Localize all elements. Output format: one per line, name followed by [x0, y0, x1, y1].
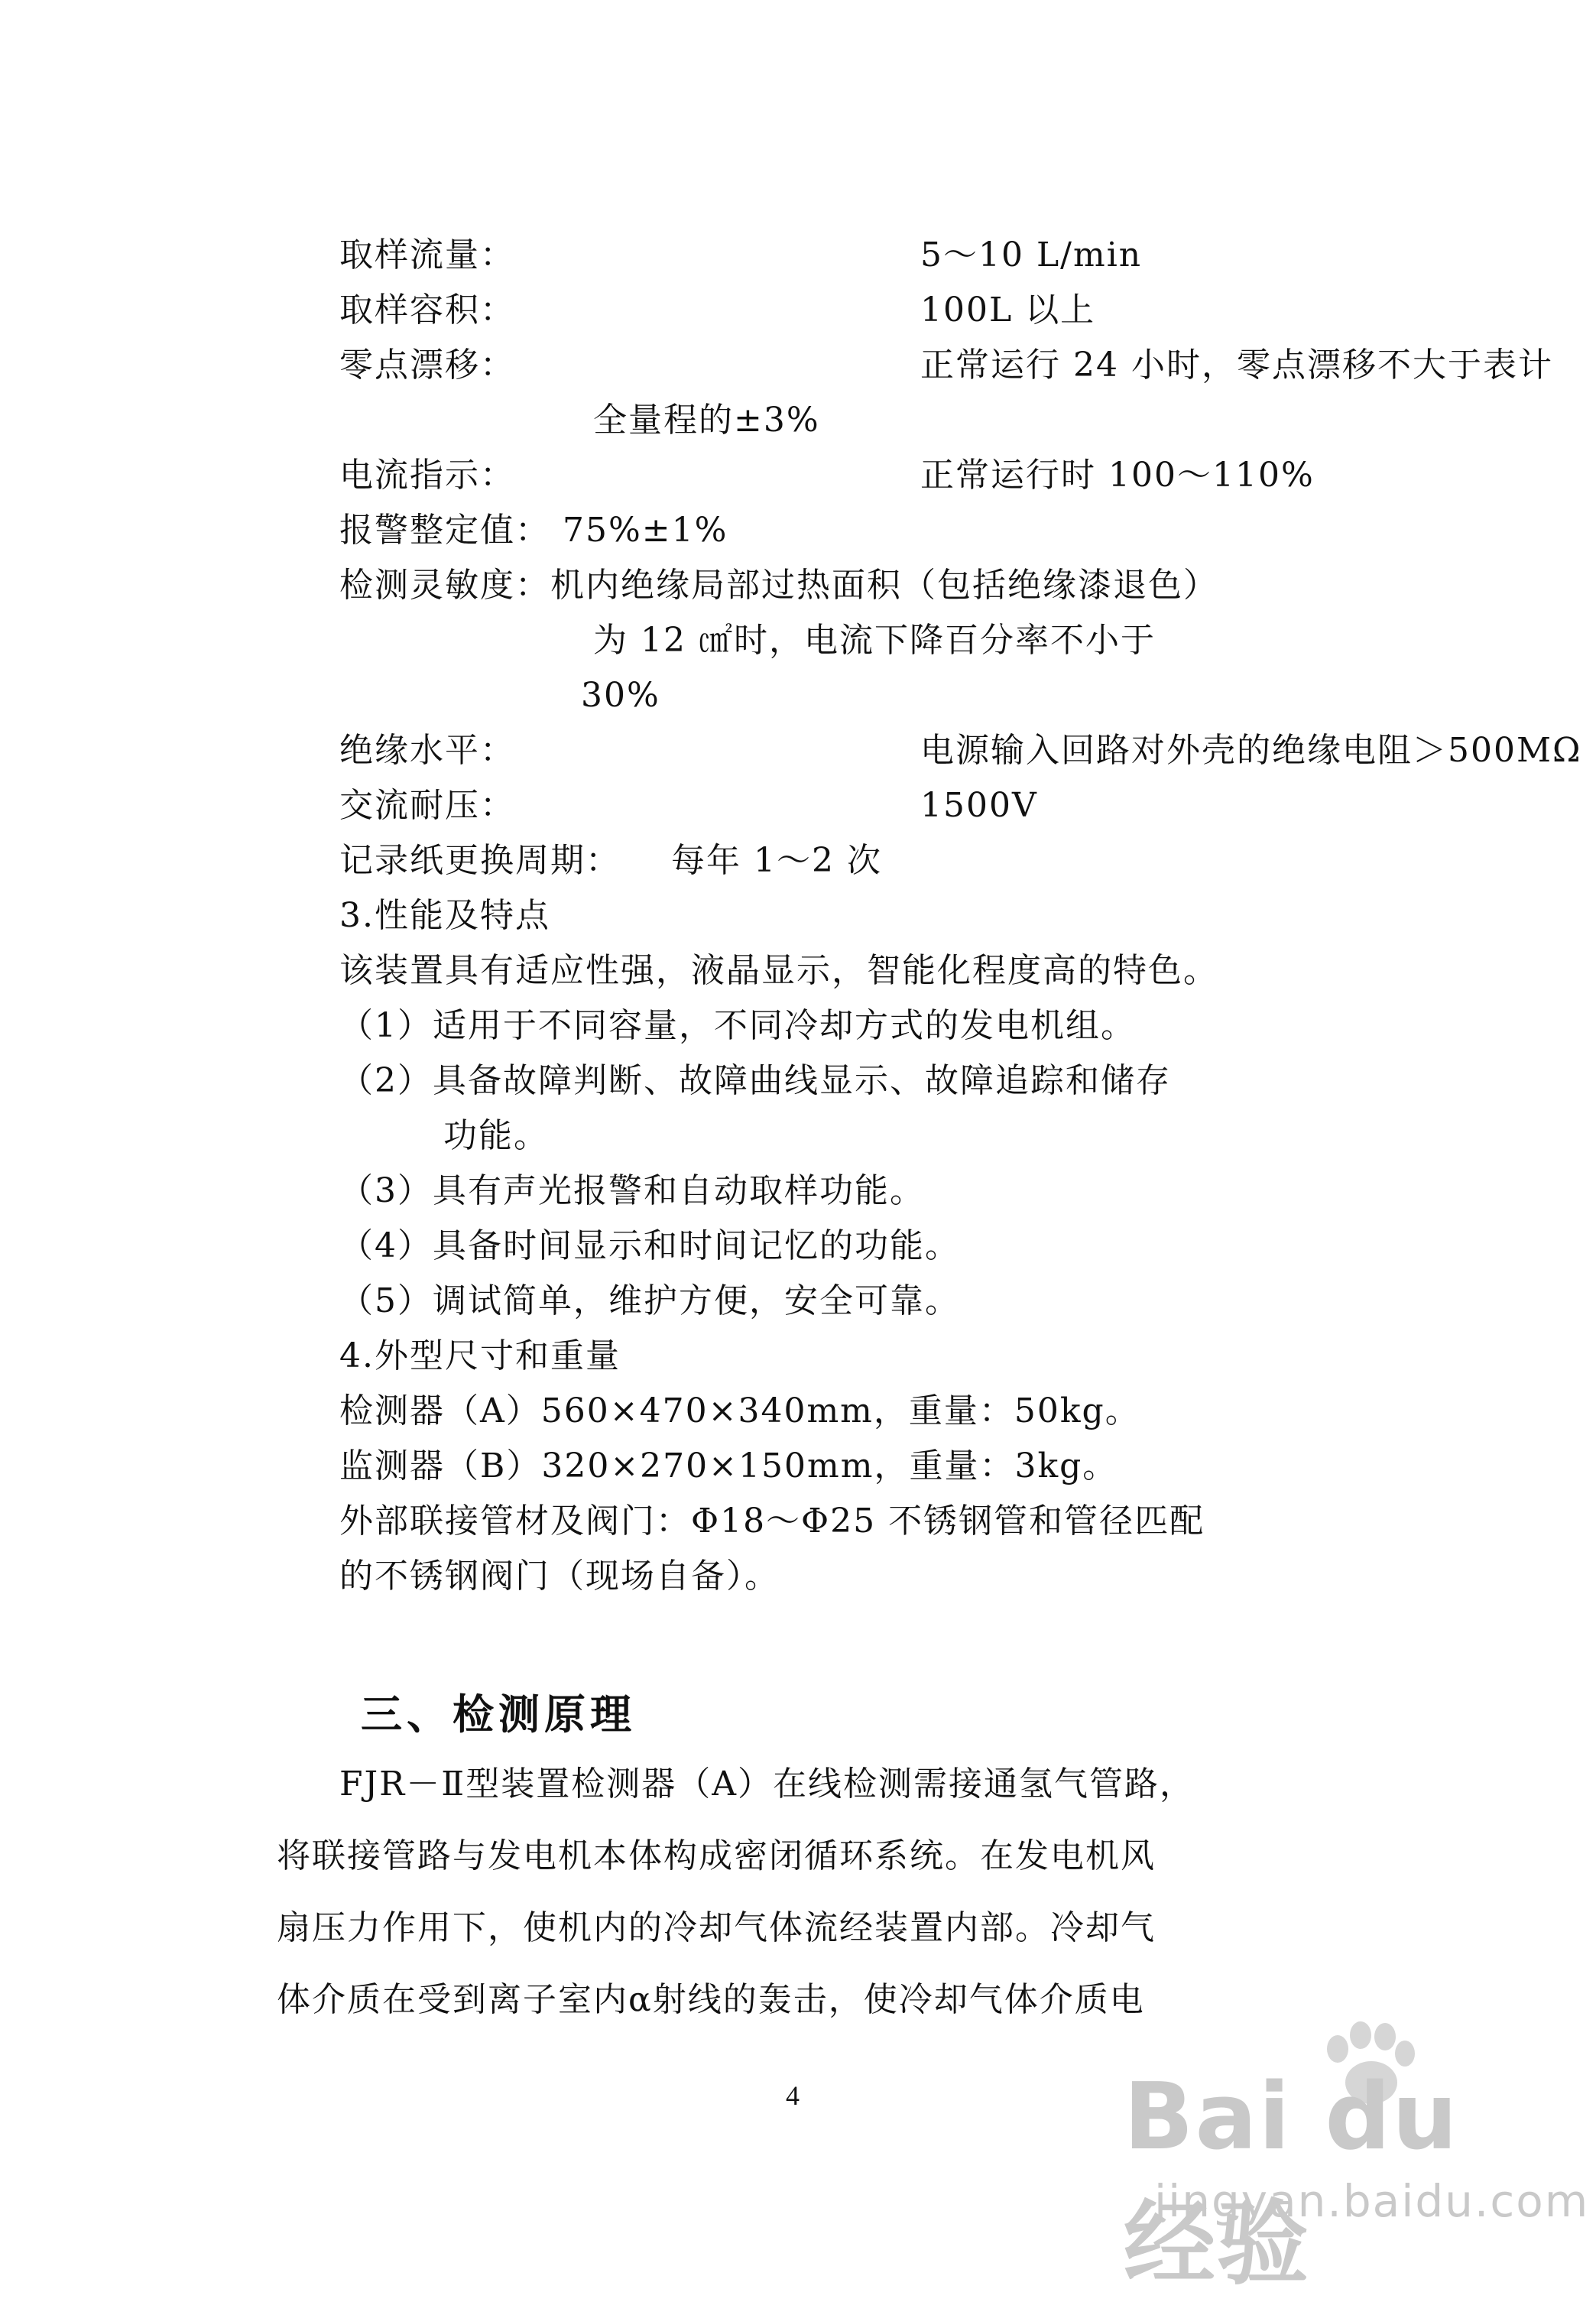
paragraph-line: FJR－Ⅱ型装置检测器（A）在线检测需接通氢气管路，	[339, 1765, 1195, 1804]
spec-value: 电源输入回路对外壳的绝缘电阻＞500MΩ	[920, 731, 1582, 770]
watermark-url: jingyan.baidu.com	[1154, 2175, 1590, 2227]
spec-label: 记录纸更换周期：	[339, 841, 621, 880]
dimension-line: 外部联接管材及阀门：Φ18～Φ25 不锈钢管和管径匹配	[339, 1502, 1205, 1541]
paragraph-line: 扇压力作用下，使机内的冷却气体流经装置内部。冷却气	[277, 1908, 1156, 1947]
spec-value: 正常运行时 100～110%	[920, 456, 1315, 495]
spec-row	[339, 289, 1096, 332]
spec-label: 取样流量：	[339, 235, 515, 274]
paragraph-line: 将联接管路与发电机本体构成密闭循环系统。在发电机风	[277, 1836, 1156, 1875]
spec-row	[339, 509, 728, 552]
spec-label: 电流指示：	[339, 456, 515, 495]
feature-item: （2）具备故障判断、故障曲线显示、故障追踪和储存	[339, 1061, 1171, 1100]
baidu-watermark	[1124, 2018, 1590, 2297]
spec-value: 正常运行 24 小时，零点漂移不大于表计	[920, 346, 1553, 385]
spec-value: 1500V	[920, 786, 1038, 825]
spec-row	[339, 839, 882, 882]
spec-label: 报警整定值：	[339, 511, 550, 550]
feature-item: （1）适用于不同容量，不同冷却方式的发电机组。	[339, 1006, 1136, 1045]
spec-label: 检测灵敏度：	[339, 566, 550, 605]
feature-item: （5）调试简单，维护方便，安全可靠。	[339, 1281, 960, 1320]
dimension-line: 检测器（A）560×470×340mm，重量：50kg。	[339, 1391, 1140, 1430]
page-number: 4	[786, 2080, 800, 2111]
spec-continuation: 30%	[581, 676, 660, 715]
spec-label: 绝缘水平：	[339, 731, 515, 770]
spec-value: 100L 以上	[920, 291, 1096, 330]
spec-value: 每年 1～2 次	[671, 841, 882, 880]
spec-row	[339, 564, 1218, 607]
spec-label: 零点漂移：	[339, 346, 515, 385]
feature-item: （4）具备时间显示和时间记忆的功能。	[339, 1226, 960, 1265]
spec-value: 75%±1%	[563, 511, 728, 550]
spec-label: 交流耐压：	[339, 786, 515, 825]
dimension-line: 监测器（B）320×270×150mm，重量：3kg。	[339, 1446, 1118, 1485]
spec-row	[339, 344, 1553, 387]
section-title: 3.性能及特点	[339, 896, 550, 935]
feature-item: （3）具有声光报警和自动取样功能。	[339, 1171, 925, 1210]
spec-label: 取样容积：	[339, 291, 515, 330]
spec-value: 机内绝缘局部过热面积（包括绝缘漆退色）	[550, 566, 1218, 605]
spec-continuation: 为 12 ㎠时，电流下降百分率不小于	[593, 621, 1156, 660]
watermark-brand: Bai du 经验	[1124, 2064, 1459, 2297]
spec-row	[339, 729, 1582, 772]
spec-row	[339, 454, 1315, 497]
paragraph-line: 体介质在受到离子室内α射线的轰击，使冷却气体介质电	[277, 1980, 1145, 2019]
spec-value: 5～10 L/min	[920, 235, 1143, 274]
dimension-line: 的不锈钢阀门（现场自备）。	[339, 1557, 780, 1596]
chapter-heading: 三、检测原理	[361, 1690, 636, 1739]
section-title: 4.外型尺寸和重量	[339, 1336, 621, 1375]
section-intro: 该装置具有适应性强，液晶显示，智能化程度高的特色。	[339, 951, 1218, 990]
spec-row	[339, 234, 1143, 277]
feature-item-continuation: 功能。	[443, 1116, 549, 1155]
spec-row	[339, 784, 1038, 827]
spec-continuation: 全量程的±3%	[593, 401, 820, 440]
